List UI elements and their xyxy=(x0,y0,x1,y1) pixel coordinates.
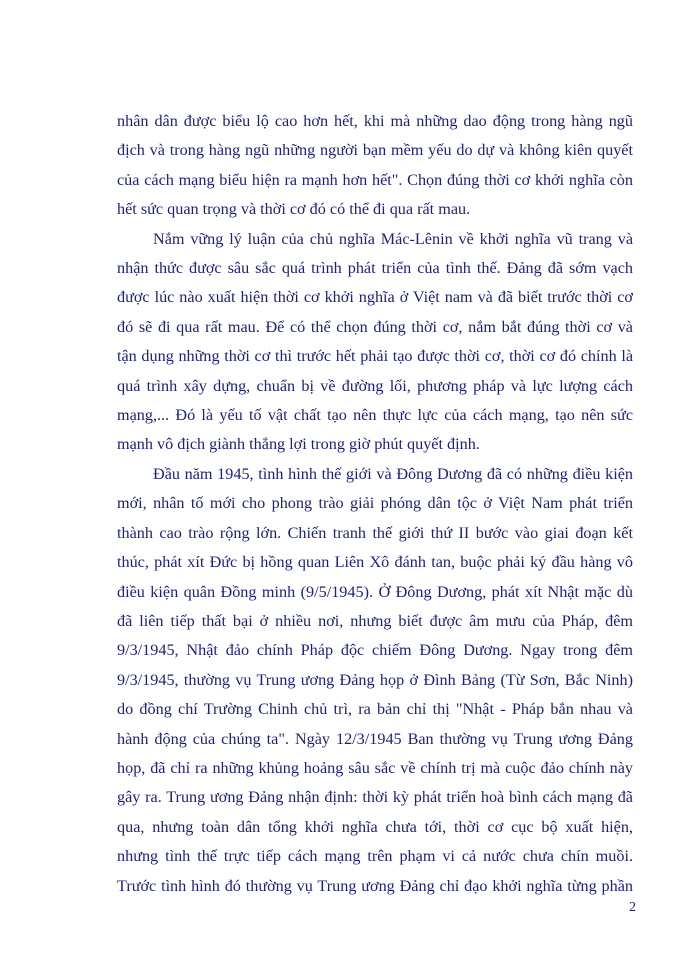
text-line: mạng,... Đó là yếu tố vật chất tạo nên thực lực của cách mạng, tạo nên sức xyxy=(117,406,633,425)
text-line: đó sẽ đi qua rất mau. Để có thể chọn đúng thời cơ, nắm bắt đúng thời cơ và xyxy=(117,317,633,336)
text-line: hành động của chúng ta". Ngày 12/3/1945 Ban thường vụ Trung ương Đảng xyxy=(117,729,633,748)
text-line: qua, nhưng toàn dân tổng khởi nghĩa chưa tới, thời cơ cục bộ xuất hiện, xyxy=(117,817,633,836)
text-line: nhận thức được sâu sắc quá trình phát triển của tình thế. Đảng đã sớm vạch xyxy=(117,259,633,278)
text-line: điều kiện quân Đồng minh (9/5/1945). Ở Đông Dương, phát xít Nhật mặc dù xyxy=(117,582,633,601)
text-line: quá trình xây dựng, chuẩn bị về đường lối, phương pháp và lực lượng cách xyxy=(117,376,633,395)
text-line: thúc, phát xít Đức bị hồng quan Liên Xô đánh tan, buộc phải ký đầu hàng vô xyxy=(117,553,633,572)
text-line: nhân dân được biểu lộ cao hơn hết, khi mà những dao động trong hàng ngũ xyxy=(117,112,633,130)
paragraph-1 xyxy=(117,107,633,225)
text-line: mạnh vô địch giành thắng lợi trong giờ phút quyết định. xyxy=(117,435,480,454)
text-line: do đồng chí Trường Chinh chủ trì, ra bản chỉ thị "Nhật - Pháp bắn nhau và xyxy=(117,700,633,719)
text-line: mới, nhân tố mới cho phong trào giải phóng dân tộc ở Việt Nam phát triển xyxy=(117,494,633,513)
text-line: Nắm vững lý luận của chủ nghĩa Mác-Lênin về khởi nghĩa vũ trang và xyxy=(153,229,633,248)
text-line: thành cao trào rộng lớn. Chiến tranh thế giới thứ II bước vào giai đoạn kết xyxy=(117,523,633,542)
text-line: 9/3/1945, thường vụ Trung ương Đảng họp ở Đình Bảng (Từ Sơn, Bắc Ninh) xyxy=(117,670,633,689)
paragraph-2 xyxy=(117,225,633,460)
text-line: Trước tình hình đó thường vụ Trung ương Đảng chỉ đạo khởi nghĩa từng phần xyxy=(117,876,633,895)
paragraph-3 xyxy=(117,460,633,901)
page-number: 2 xyxy=(629,900,636,915)
text-line: nhưng tình thế trực tiếp cách mạng trên phạm vi cả nước chưa chín muồi. xyxy=(117,847,633,866)
text-line: được lúc nào xuất hiện thời cơ khởi nghĩa ở Việt nam và đã biết trước thời cơ xyxy=(117,288,633,307)
text-line: địch và trong hàng ngũ những người bạn mềm yếu do dự và không kiên quyết xyxy=(117,141,633,160)
text-line: của cách mạng biểu hiện ra mạnh hơn hết". Chọn đúng thời cơ khởi nghĩa còn xyxy=(117,170,633,189)
text-line: tận dụng những thời cơ thì trước hết phải tạo được thời cơ, thời cơ đó chính là xyxy=(117,347,633,366)
text-line: đã liên tiếp thất bại ở nhiều nơi, nhưng biết được âm mưu của Pháp, đêm xyxy=(117,611,633,630)
text-line: gây ra. Trung ương Đảng nhận định: thời kỳ phát triển hoà bình cách mạng đã xyxy=(117,788,633,807)
text-line: hết sức quan trọng và thời cơ đó có thể đi qua rất mau. xyxy=(117,200,471,219)
text-line: họp, đã chỉ ra những khủng hoảng sâu sắc về chính trị mà cuộc đảo chính này xyxy=(117,758,633,777)
text-line: Đầu năm 1945, tình hình thế giới và Đông Dương đã có những điều kiện xyxy=(153,464,633,483)
document-page xyxy=(117,107,633,901)
text-line: 9/3/1945, Nhật đảo chính Pháp độc chiếm Đông Dương. Ngay trong đêm xyxy=(117,641,633,660)
